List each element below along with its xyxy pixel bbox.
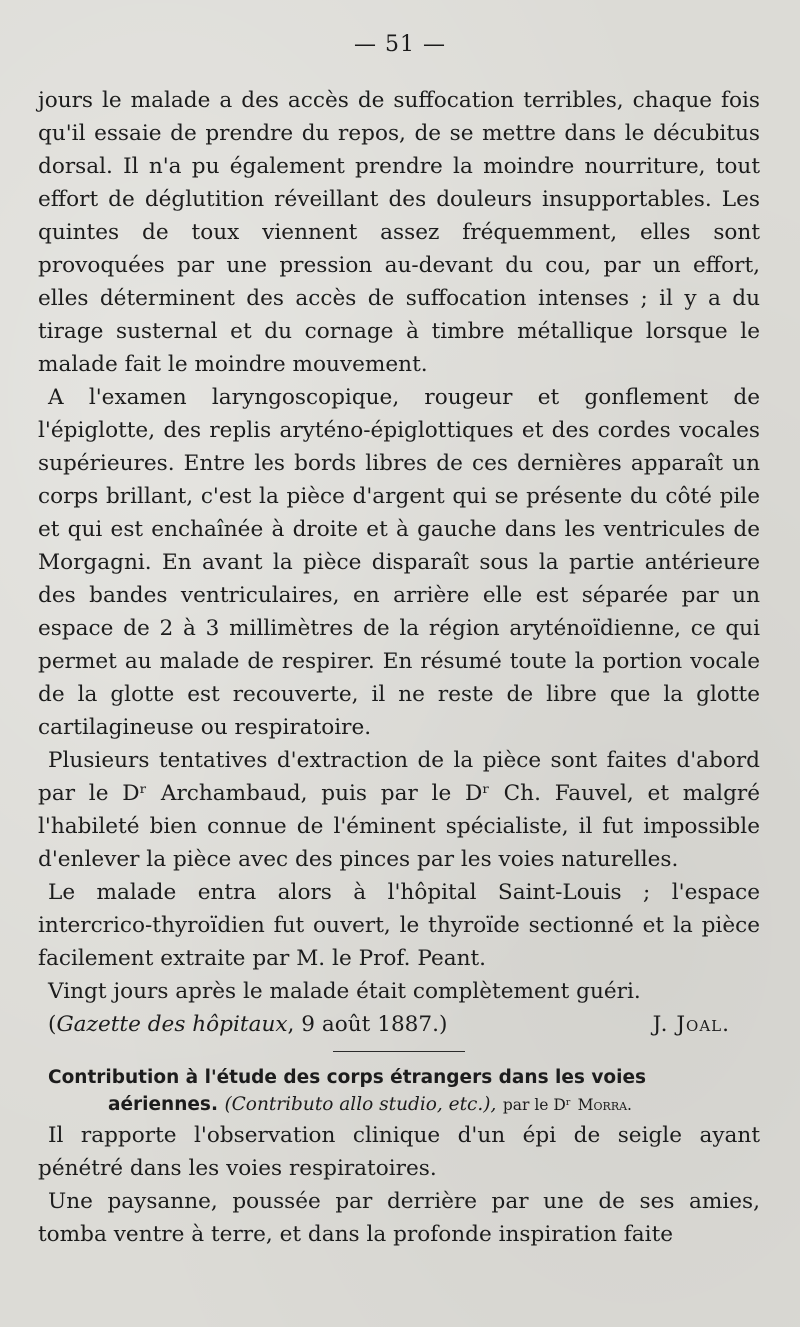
section-source: (Contributo allo studio, etc.), xyxy=(224,1094,497,1115)
paragraph: Il rapporte l'observation clinique d'un épi de seigle ayant pénétré dans les voies respiratoires. xyxy=(38,1123,760,1181)
citation-journal: Gazette des hôpitaux xyxy=(56,1012,288,1037)
paragraph: Le malade entra alors à l'hôpital Saint-Louis ; l'espace intercrico-thyroïdien fut ouvert, le thyroïde sectionné et la pièce facilement extraite par M. le Prof. Peant. xyxy=(38,880,760,971)
citation-line xyxy=(38,1008,760,1041)
section-heading xyxy=(38,1064,760,1119)
paragraph: A l'examen laryngoscopique, rougeur et gonflement de l'épiglotte, des replis aryténo-épiglottiques et des cordes vocales supérieures. Entre les bords libres de ces dernières apparaît un corps brillant, c'est la pièce d'argent qui se présente du côté pile et qui est enchaînée à droite et à gauche dans les ventricules de Morgagni. En avant la pièce disparaît sous la partie antérieure des bandes ventriculaires, en arrière elle est séparée par un espace de 2 à 3 millimètres de la région aryténoïdienne, ce qui permet au malade de respirer. En résumé toute la portion vocale de la glotte est recouverte, il ne reste de libre que la glotte cartilagineuse ou respiratoire. xyxy=(38,385,760,740)
paragraph: Une paysanne, poussée par derrière par une de ses amies, tomba ventre à terre, et dans la profonde inspiration faite xyxy=(38,1189,760,1247)
citation-source: (Gazette des hôpitaux, 9 août 1887.) xyxy=(48,1012,448,1037)
paragraph: jours le malade a des accès de suffocation terribles, chaque fois qu'il essaie de prendre du repos, de se mettre dans le décubitus dorsal. Il n'a pu également prendre la moindre nourriture, tout effort de déglutition réveillant des douleurs insupportables. Les quintes de toux viennent assez fréquemment, elles sont provoquées par une pression au-devant du cou, par un effort, elles déterminent des accès de suffocation intenses ; il y a du tirage susternal et du cornage à timbre métallique lorsque le malade fait le moindre mouvement. xyxy=(38,88,760,377)
paragraph: Plusieurs tentatives d'extraction de la pièce sont faites d'abord par le Dʳ Archambaud, puis par le Dʳ Ch. Fauvel, et malgré l'habileté bien connue de l'éminent spécialiste, il fut impossible d'enlever la pièce avec des pinces par les voies naturelles. xyxy=(38,748,760,872)
paragraph: Vingt jours après le malade était complètement guéri. xyxy=(48,979,641,1004)
section-divider xyxy=(333,1051,465,1052)
section-title-line1: Contribution à l'étude des corps étrangers dans les voies xyxy=(48,1067,647,1088)
section-title-line2: aériennes. (Contributo allo studio, etc.), par le Dʳ Morra. xyxy=(108,1094,632,1115)
section-by: par le Dʳ xyxy=(502,1096,572,1114)
page-number: — 51 — xyxy=(354,32,446,57)
document-body xyxy=(38,84,760,1251)
section-author: Morra. xyxy=(577,1096,632,1114)
citation-author: J. Joal. xyxy=(652,1012,730,1037)
